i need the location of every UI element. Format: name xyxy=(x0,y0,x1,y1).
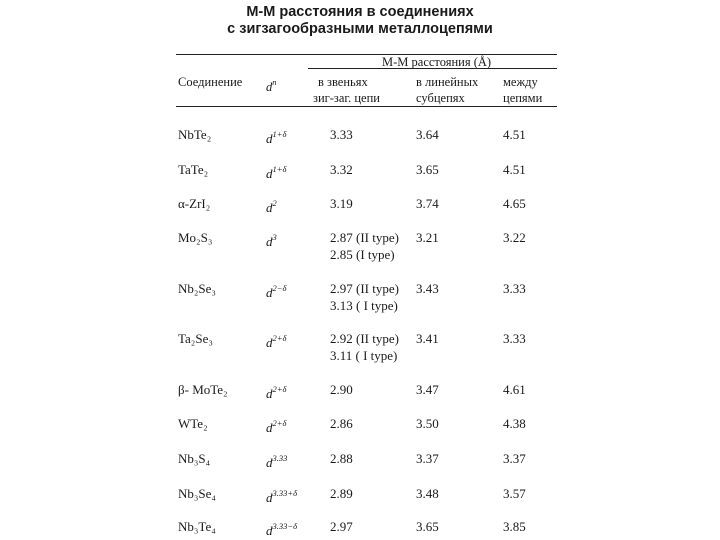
title-line-2: с зигзагообразными металлоцепями xyxy=(227,21,493,37)
compound-cell: NbTe₂ xyxy=(178,127,212,142)
header-bottom-rule xyxy=(176,106,557,107)
d-count-cell xyxy=(266,518,297,539)
compound-cell: Mo₂S₃ xyxy=(178,230,213,245)
d-symbol: d xyxy=(266,490,273,505)
between-distance-cell: 4.65 xyxy=(503,196,526,211)
compound-cell: Nb₃S₄ xyxy=(178,451,211,466)
between-distance-cell: 3.85 xyxy=(503,519,526,534)
d-count-cell xyxy=(266,280,286,301)
d-symbol: d xyxy=(266,234,273,249)
d-symbol: d xyxy=(266,166,273,181)
linear-distance-cell: 3.47 xyxy=(416,382,439,397)
d-superscript: 3 xyxy=(272,232,277,242)
d-superscript: 1+δ xyxy=(272,129,287,139)
d-count-cell xyxy=(266,330,286,351)
header-between-line-1: между xyxy=(503,75,538,89)
compound-cell: α-ZrI₂ xyxy=(178,196,211,211)
d-count-cell xyxy=(266,450,287,471)
d-symbol: d xyxy=(266,335,273,350)
d-count-cell xyxy=(266,126,286,147)
d-count-cell xyxy=(266,381,286,402)
d-superscript: 1+δ xyxy=(272,164,287,174)
linear-distance-cell: 3.43 xyxy=(416,281,439,296)
linear-distance-cell: 3.48 xyxy=(416,486,439,501)
compound-cell: Nb₃Se₄ xyxy=(178,486,216,501)
linear-distance-cell: 3.65 xyxy=(416,162,439,177)
d-symbol: d xyxy=(266,285,273,300)
zigzag-distance-cell-second: 2.85 (I type) xyxy=(330,247,395,262)
compound-cell: β- MoTe₂ xyxy=(178,382,228,397)
d-count-cell xyxy=(266,415,286,436)
linear-distance-cell: 3.21 xyxy=(416,230,439,245)
d-superscript: 2+δ xyxy=(272,384,287,394)
header-group-mm-distances: М-М расстояния (Å) xyxy=(382,55,492,69)
linear-distance-cell: 3.50 xyxy=(416,416,439,431)
between-distance-cell: 3.33 xyxy=(503,331,526,346)
d-symbol: d xyxy=(266,523,273,538)
header-d-superscript: n xyxy=(272,77,277,87)
d-superscript: 2 xyxy=(272,198,277,208)
d-symbol: d xyxy=(266,200,273,215)
d-count-cell xyxy=(266,485,297,506)
between-distance-cell: 3.57 xyxy=(503,486,526,501)
d-symbol: d xyxy=(266,455,273,470)
linear-distance-cell: 3.64 xyxy=(416,127,439,142)
zigzag-distance-cell: 2.97 xyxy=(330,519,353,534)
linear-distance-cell: 3.37 xyxy=(416,451,439,466)
between-distance-cell: 3.37 xyxy=(503,451,526,466)
compound-cell: Ta₂Se₃ xyxy=(178,331,213,346)
d-count-cell xyxy=(266,195,277,216)
compound-cell: TaTe₂ xyxy=(178,162,209,177)
linear-distance-cell: 3.74 xyxy=(416,196,439,211)
between-distance-cell: 4.38 xyxy=(503,416,526,431)
zigzag-distance-cell: 2.87 (II type) xyxy=(330,230,399,245)
header-linear-line-1: в линейных xyxy=(416,75,479,89)
between-distance-cell: 3.33 xyxy=(503,281,526,296)
header-d-symbol: d xyxy=(266,80,273,94)
between-distance-cell: 4.61 xyxy=(503,382,526,397)
zigzag-distance-cell: 2.86 xyxy=(330,416,353,431)
header-linear-line-2: субцепях xyxy=(416,91,465,105)
d-superscript: 3.33+δ xyxy=(272,488,298,498)
zigzag-distance-cell: 2.89 xyxy=(330,486,353,501)
d-superscript: 3.33−δ xyxy=(272,521,298,531)
compound-cell: Nb₂Se₃ xyxy=(178,281,216,296)
between-distance-cell: 4.51 xyxy=(503,162,526,177)
between-distance-cell: 3.22 xyxy=(503,230,526,245)
zigzag-distance-cell-second: 3.11 ( I type) xyxy=(330,348,398,363)
d-symbol: d xyxy=(266,386,273,401)
linear-distance-cell: 3.65 xyxy=(416,519,439,534)
zigzag-distance-cell: 2.92 (II type) xyxy=(330,331,399,346)
zigzag-distance-cell: 3.32 xyxy=(330,162,353,177)
compound-cell: Nb₃Te₄ xyxy=(178,519,216,534)
header-d-electron-count xyxy=(266,74,277,95)
d-superscript: 2+δ xyxy=(272,418,287,428)
header-between-line-2: цепями xyxy=(503,91,543,105)
zigzag-distance-cell-second: 3.13 ( I type) xyxy=(330,298,398,313)
zigzag-distance-cell: 3.19 xyxy=(330,196,353,211)
compound-cell: WTe₂ xyxy=(178,416,208,431)
zigzag-distance-cell: 2.97 (II type) xyxy=(330,281,399,296)
d-superscript: 2−δ xyxy=(272,283,287,293)
d-count-cell xyxy=(266,229,277,250)
linear-distance-cell: 3.41 xyxy=(416,331,439,346)
header-zigzag-line-1: в звеньях xyxy=(318,75,368,89)
zigzag-distance-cell: 3.33 xyxy=(330,127,353,142)
d-symbol: d xyxy=(266,420,273,435)
header-zigzag-line-2: зиг-заг. цепи xyxy=(313,91,380,105)
top-rule xyxy=(176,54,557,55)
between-distance-cell: 4.51 xyxy=(503,127,526,142)
zigzag-distance-cell: 2.88 xyxy=(330,451,353,466)
zigzag-distance-cell: 2.90 xyxy=(330,382,353,397)
d-count-cell xyxy=(266,161,286,182)
title-line-1: М-М расстояния в соединениях xyxy=(246,4,474,20)
d-symbol: d xyxy=(266,131,273,146)
d-superscript: 3.33 xyxy=(272,453,288,463)
d-superscript: 2+δ xyxy=(272,333,287,343)
header-compound: Соединение xyxy=(178,75,243,89)
